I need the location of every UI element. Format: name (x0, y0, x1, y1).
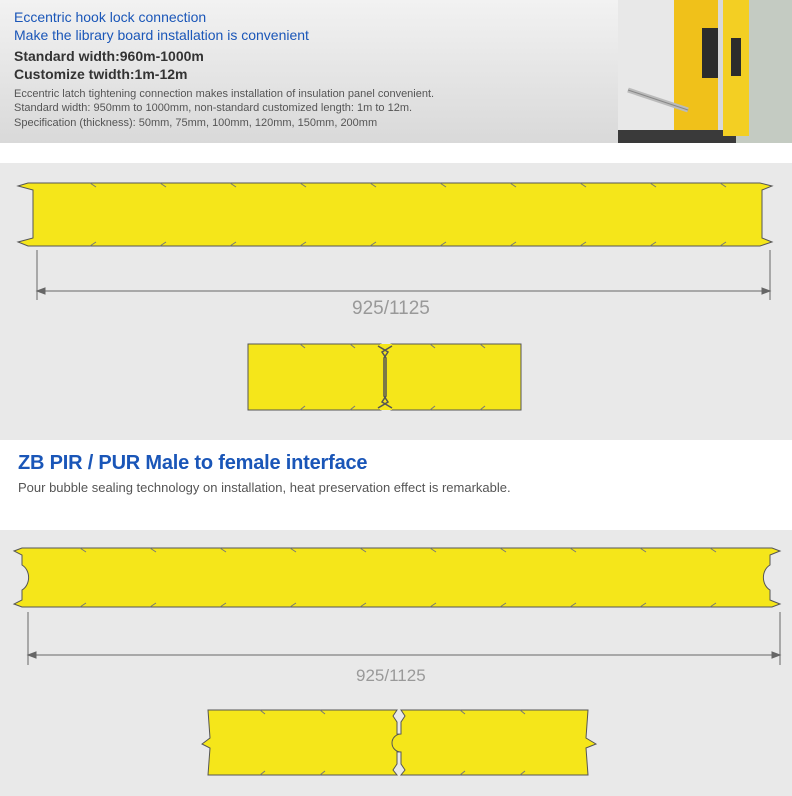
header-title-line2: Make the library board installation is convenient (14, 27, 309, 43)
dimension-label-2: 925/1125 (356, 666, 426, 685)
custom-width-text: Customize twidth:1m-12m (14, 66, 188, 82)
description-line3: Specification (thickness): 50mm, 75mm, 100mm, 120mm, 150mm, 200mm (14, 117, 378, 129)
dimension-label-1: 925/1125 (352, 298, 430, 319)
panel2-long (14, 548, 780, 607)
panel2-joint-detail (202, 710, 596, 775)
section2-heading: ZB PIR / PUR Male to female interface (18, 452, 368, 474)
panel1-joint-detail (248, 344, 521, 410)
description-line2: Standard width: 950mm to 1000mm, non-standard customized length: 1m to 12m. (14, 102, 413, 114)
dimension-line-1 (37, 250, 770, 300)
dimension-line-2 (28, 612, 780, 665)
standard-width-text: Standard width:960m-1000m (14, 48, 204, 64)
header-title-line1: Eccentric hook lock connection (14, 9, 207, 25)
section2-subtext: Pour bubble sealing technology on installation, heat preservation effect is remarkable. (18, 480, 511, 495)
panel1-long (18, 183, 772, 246)
description-line1: Eccentric latch tightening connection makes installation of insulation panel convenient. (14, 88, 435, 100)
